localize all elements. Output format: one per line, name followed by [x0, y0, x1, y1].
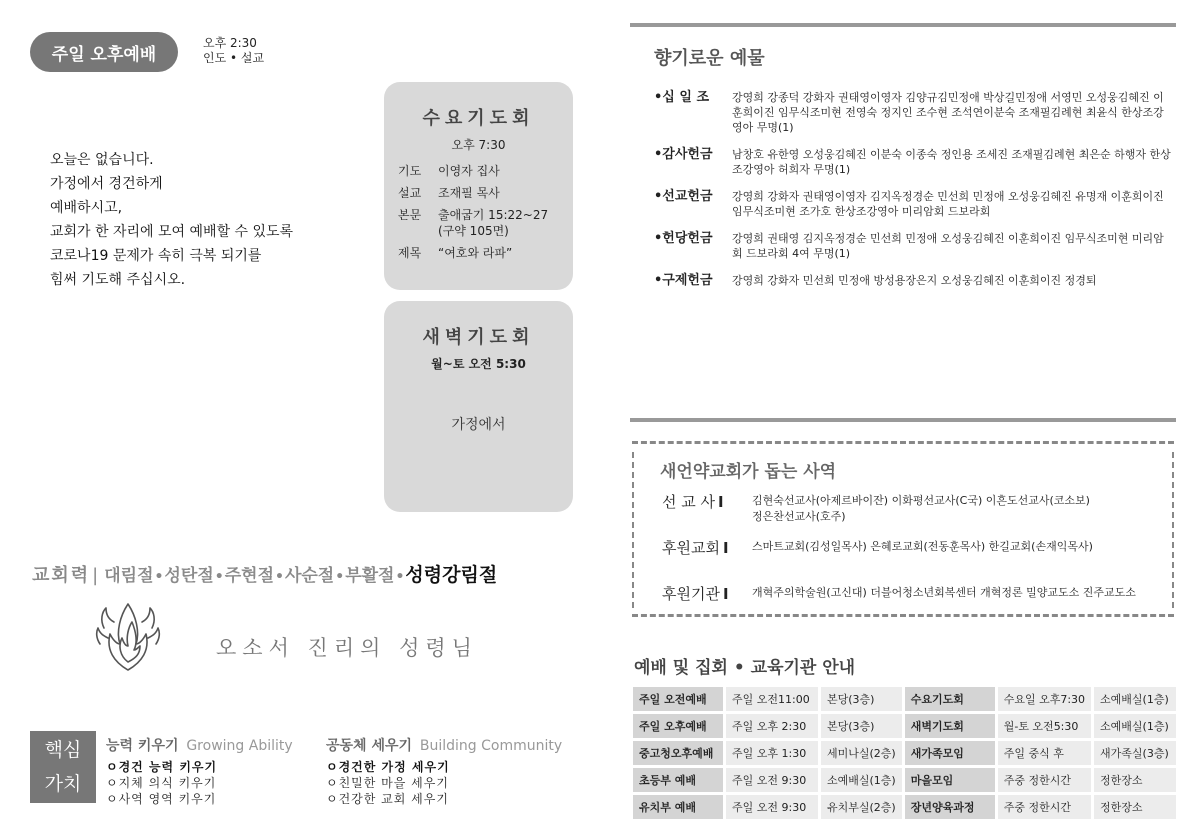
- ministry-names: [752, 491, 1090, 525]
- schedule-cell: 유치부 예배: [633, 795, 723, 819]
- dot-icon: •: [335, 569, 345, 585]
- season-lent: 사순절: [284, 566, 335, 586]
- schedule-cell: 주일 오후 2:30: [726, 714, 818, 738]
- schedule-cell: 수요기도회: [905, 687, 995, 711]
- schedule-cell: 주일 오후 1:30: [726, 741, 818, 765]
- offering-row: [654, 273, 1176, 288]
- dawn-prayer-place: 가정에서: [451, 417, 506, 433]
- dawn-prayer-title: 새벽기도회: [422, 327, 535, 348]
- core-value-item: ㅇ경건한 가정 세우기: [326, 760, 450, 774]
- ministry-label-text: 후원기관: [662, 585, 720, 603]
- ministry-label: [662, 583, 752, 604]
- schedule-cell: 새벽기도회: [905, 714, 995, 738]
- ministry-label: [662, 537, 752, 558]
- schedule-cell: 주일 오전예배: [633, 687, 723, 711]
- schedule-cell: 주일 오전 9:30: [726, 795, 818, 819]
- notice-line: 가정에서 경건하게: [50, 176, 163, 192]
- schedule-title: 예배 및 집회 • 교육기관 안내: [634, 658, 856, 678]
- offering-row: [654, 90, 1176, 135]
- detail-value: [438, 207, 548, 239]
- sunday-afternoon-time: 오후 2:30: [203, 36, 257, 50]
- offering-label: •구제헌금: [654, 273, 713, 288]
- season-epiphany: 주현절: [224, 566, 274, 586]
- marker: I: [718, 493, 724, 511]
- core-value-item: ㅇ건강한 교회 세우기: [326, 792, 449, 806]
- ministries-title: 새언약교회가 돕는 사역: [660, 462, 837, 482]
- offering-label: •감사헌금: [654, 147, 713, 162]
- offering-row: [654, 147, 1176, 177]
- schedule-cell: 월-토 오전5:30: [998, 714, 1091, 738]
- sunday-afternoon-notice: [50, 148, 293, 292]
- ministry-names-line: 개혁주의학술원(고신대) 더블어청소년회복센터 개혁정론 밀양교도소 진주교도소: [752, 586, 1136, 599]
- detail-value: 이영자 집사: [438, 164, 500, 178]
- dawn-prayer-time: 월~토 오전 5:30: [431, 357, 526, 371]
- dashed-border: [632, 452, 634, 608]
- dashed-border: [632, 614, 1174, 617]
- offering-names: 강영희 강종덕 강화자 권태영이영자 김양규김민정애 박상길민정애 서영민 오성웅김혜진 이훈희이진 임무식조미현 전영숙 정지인 조수현 조석연이분숙 조재필김례현 최윤식 한상조강영아 무명(1): [732, 91, 1164, 134]
- sunday-afternoon-info: [203, 36, 264, 66]
- schedule-cell: 주일 오후예배: [633, 714, 723, 738]
- notice-line: 오늘은 없습니다.: [50, 152, 154, 168]
- offering-names: 남창호 유한영 오성웅김혜진 이분숙 이종숙 정인용 조세진 조재필김례현 최은순 하행자 한상조강영아 허희자 무명(1): [732, 148, 1171, 176]
- schedule-cell: 중고청오후예배: [633, 741, 723, 765]
- dashed-border: [1172, 452, 1174, 608]
- detail-value-main: 출애굽기 15:22~27: [438, 208, 549, 222]
- church-calendar-heading: 교회력: [32, 565, 91, 586]
- schedule-cell: 주일 오전11:00: [726, 687, 818, 711]
- ministry-label: [662, 491, 752, 525]
- schedule-cell: 주일 오전 9:30: [726, 768, 818, 792]
- season-theme: 오소서 진리의 성령님: [216, 636, 478, 660]
- detail-value: “여호와 라파”: [438, 246, 513, 260]
- core-value-item: ㅇ사역 영역 키우기: [106, 792, 217, 806]
- core-value-building-community: [326, 735, 562, 807]
- core-value-item: ㅇ지체 의식 키우기: [106, 776, 217, 790]
- schedule-cell: 유치부실(2층): [821, 795, 902, 819]
- dawn-prayer-box: [384, 301, 573, 512]
- schedule-cell: 새가족모임: [905, 741, 995, 765]
- core-value-title: 능력 키우기: [106, 738, 179, 754]
- core-values-label-line: 가치: [44, 773, 82, 795]
- ministry-names-line: 김현숙선교사(아제르바이잔) 이화평선교사(C국) 이흔도선교사(코소보): [752, 494, 1090, 507]
- offering-label: •선교헌금: [654, 189, 713, 204]
- schedule-cell: 주일 중식 후: [998, 741, 1091, 765]
- offerings-list: [654, 90, 1176, 300]
- table-row: [633, 741, 1176, 765]
- notice-line: 코로나19 문제가 속히 극복 되기를: [50, 248, 262, 264]
- core-values-label: [30, 731, 96, 803]
- offering-names: 강영희 강화자 민선희 민정애 방성용장은지 오성웅김혜진 이훈희이진 정경퇴: [732, 274, 1097, 287]
- core-values-label-line: 핵심: [44, 739, 82, 761]
- ministry-row-institutions: [662, 583, 1136, 604]
- schedule-cell: 소예배실(1층): [1094, 714, 1176, 738]
- schedule-cell: 장년양육과정: [905, 795, 995, 819]
- detail-label: 제목: [398, 246, 422, 260]
- detail-value-sub: (구약 105면): [438, 224, 509, 238]
- core-value-title-en: Growing Ability: [186, 738, 293, 754]
- season-advent: 대림절: [104, 566, 154, 586]
- marker: I: [722, 539, 729, 557]
- detail-value: 조재필 목사: [438, 186, 500, 200]
- offering-label: •헌당헌금: [654, 231, 713, 246]
- dot-icon: •: [214, 569, 224, 585]
- offering-names: 강영희 권태영 김지옥정경순 민선희 민정애 오성웅김혜진 이훈희이진 임무식조미현 미리암회 드보라회 4여 무명(1): [732, 232, 1164, 260]
- offering-row: [654, 231, 1176, 261]
- dot-icon: •: [395, 569, 405, 585]
- core-value-item: ㅇ경건 능력 키우기: [106, 760, 218, 774]
- schedule-cell: 소예배실(1층): [1094, 687, 1176, 711]
- detail-label: 기도: [398, 164, 422, 178]
- sunday-afternoon-roles: 인도 • 설교: [203, 51, 265, 65]
- detail-label: 본문: [398, 208, 422, 222]
- offering-label: •십 일 조: [654, 90, 710, 105]
- schedule-cell: 세미나실(2층): [821, 741, 902, 765]
- core-value-item: ㅇ친밀한 마을 세우기: [326, 776, 449, 790]
- table-row: [633, 714, 1176, 738]
- schedule-cell: 초등부 예배: [633, 768, 723, 792]
- schedule-cell: 본당(3층): [821, 687, 902, 711]
- schedule-cell: 마을모임: [905, 768, 995, 792]
- detail-label: 설교: [398, 186, 422, 200]
- holy-spirit-flame-icon: [92, 600, 164, 672]
- dashed-border: [632, 441, 1174, 444]
- season-christmas: 성탄절: [164, 566, 214, 586]
- ministry-label-text: 선 교 사: [662, 493, 716, 511]
- middle-divider: [630, 418, 1176, 422]
- schedule-cell: 정한장소: [1094, 768, 1176, 792]
- notice-line: 교회가 한 자리에 모여 예배할 수 있도록: [50, 224, 294, 240]
- top-divider: [630, 23, 1176, 27]
- table-row: [633, 768, 1176, 792]
- ministry-row-churches: [662, 537, 1093, 558]
- core-value-growing-ability: [106, 735, 293, 807]
- detail-row-sermon: [398, 185, 573, 201]
- sunday-afternoon-title: 주일 오후예배: [30, 32, 178, 72]
- dot-icon: •: [275, 569, 284, 585]
- schedule-cell: 정한장소: [1094, 795, 1176, 819]
- detail-row-title: [398, 245, 573, 261]
- season-pentecost-current: 성령강림절: [405, 564, 498, 586]
- schedule-cell: 본당(3층): [821, 714, 902, 738]
- season-easter: 부활절: [345, 566, 395, 586]
- marker: I: [722, 585, 729, 603]
- offering-names: 강영희 강화자 권태영이영자 김지옥정경순 민선희 민정애 오성웅김혜진 유명재 이훈희이진 임무식조미현 조가호 한상조강영아 미리암회 드보라회: [732, 190, 1164, 218]
- ministry-names: [752, 583, 1136, 604]
- schedule-table: [630, 684, 1179, 822]
- offerings-title: 향기로운 예물: [654, 48, 765, 69]
- dot-icon: •: [154, 569, 164, 585]
- wednesday-prayer-details: [398, 163, 573, 261]
- detail-row-text: [398, 207, 573, 239]
- notice-line: 예배하시고,: [50, 200, 123, 216]
- offering-row: [654, 189, 1176, 219]
- wednesday-prayer-time: 오후 7:30: [451, 138, 506, 152]
- schedule-cell: 수요일 오후7:30: [998, 687, 1091, 711]
- schedule-cell: 새가족실(3층): [1094, 741, 1176, 765]
- ministry-names-line: 정은찬선교사(호주): [752, 510, 846, 523]
- wednesday-prayer-box: [384, 82, 573, 290]
- divider: |: [92, 565, 99, 586]
- notice-line: 힘써 기도해 주십시오.: [50, 272, 186, 288]
- detail-row-prayer: [398, 163, 573, 179]
- ministry-row-missionaries: [662, 491, 1090, 525]
- schedule-cell: 주중 정한시간: [998, 768, 1091, 792]
- ministry-names: [752, 537, 1093, 558]
- church-calendar: [32, 560, 497, 587]
- core-value-title-en: Building Community: [419, 738, 563, 754]
- ministry-names-line: 스마트교회(김성일목사) 은혜로교회(전동훈목사) 한길교회(손재익목사): [752, 540, 1093, 553]
- ministry-label-text: 후원교회: [662, 539, 720, 557]
- table-row: [633, 795, 1176, 819]
- wednesday-prayer-title: 수요기도회: [422, 108, 535, 129]
- core-value-title: 공동체 세우기: [326, 738, 413, 754]
- table-row: [633, 687, 1176, 711]
- schedule-cell: 소예배실(1층): [821, 768, 902, 792]
- schedule-cell: 주중 정한시간: [998, 795, 1091, 819]
